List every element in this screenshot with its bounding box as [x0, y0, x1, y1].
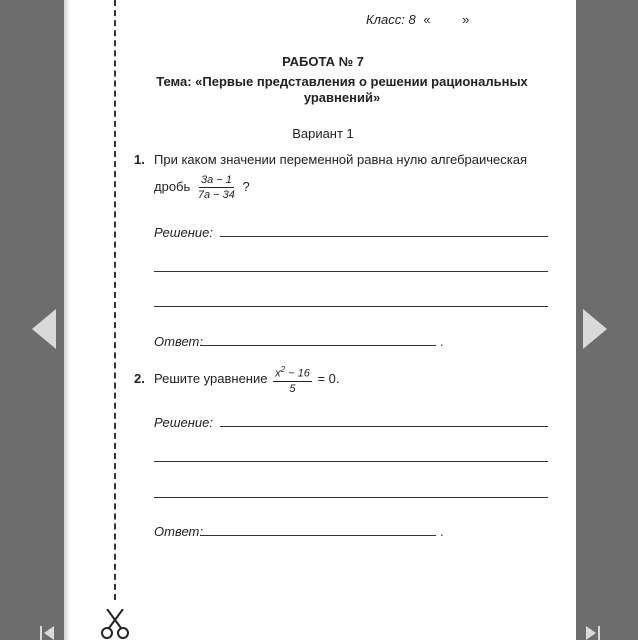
answer-2-label: Ответ:: [154, 524, 203, 539]
solution-2-line-3[interactable]: [154, 497, 548, 498]
question-2-fraction: [273, 364, 312, 395]
class-label: Класс: 8: [366, 12, 416, 27]
question-1-fraction: [196, 174, 237, 201]
fraction-numerator: 3a − 1: [200, 174, 232, 186]
answer-1-label: Ответ:: [154, 334, 203, 349]
fraction-numerator: [273, 364, 312, 382]
question-1-text: При каком значении переменной равна нулю алгебраическая: [154, 152, 528, 167]
worksheet-page: [70, 0, 576, 640]
fraction-denominator: 5: [289, 382, 296, 395]
solution-1-line-2[interactable]: [154, 271, 548, 272]
next-page-button[interactable]: [583, 309, 607, 349]
answer-1-end: .: [440, 334, 444, 349]
numerator-exponent: 2: [280, 365, 286, 374]
first-page-icon[interactable]: [38, 620, 56, 640]
question-2-number: 2.: [134, 371, 145, 386]
solution-1-line-3[interactable]: [154, 306, 548, 307]
solution-2-label: Решение:: [154, 415, 214, 430]
variant-label: Вариант 1: [292, 126, 354, 141]
solution-2-line-1[interactable]: [220, 426, 548, 427]
class-close-quote: »: [462, 12, 470, 27]
question-2-suffix: = 0.: [317, 370, 340, 386]
cut-line: [114, 0, 116, 600]
scissors-icon: [98, 609, 132, 640]
question-1-prefix: дробь: [154, 178, 191, 194]
work-topic: Тема: «Первые представления о решении рациональных уравнений»: [156, 74, 528, 105]
answer-2-line[interactable]: [200, 535, 436, 536]
solution-1-label: Решение:: [154, 225, 214, 240]
answer-2-end: .: [440, 524, 444, 539]
work-title: РАБОТА № 7: [282, 54, 364, 69]
class-field: [366, 12, 469, 27]
question-1-number: 1.: [134, 152, 145, 167]
numerator-base: x: [275, 367, 281, 380]
question-1-suffix: ?: [242, 178, 250, 194]
last-page-icon[interactable]: [584, 620, 602, 640]
question-2-prefix: Решите уравнение: [154, 370, 268, 386]
fraction-denominator: 7a − 34: [197, 189, 235, 201]
question-2-text: [154, 364, 340, 395]
solution-1-line-1[interactable]: [220, 236, 548, 237]
class-open-quote: «: [423, 12, 431, 27]
question-1-expression: [154, 174, 250, 201]
prev-page-button[interactable]: [32, 309, 56, 349]
answer-1-line[interactable]: [200, 345, 436, 346]
solution-2-line-2[interactable]: [154, 461, 548, 462]
numerator-rest: − 16: [285, 367, 310, 380]
